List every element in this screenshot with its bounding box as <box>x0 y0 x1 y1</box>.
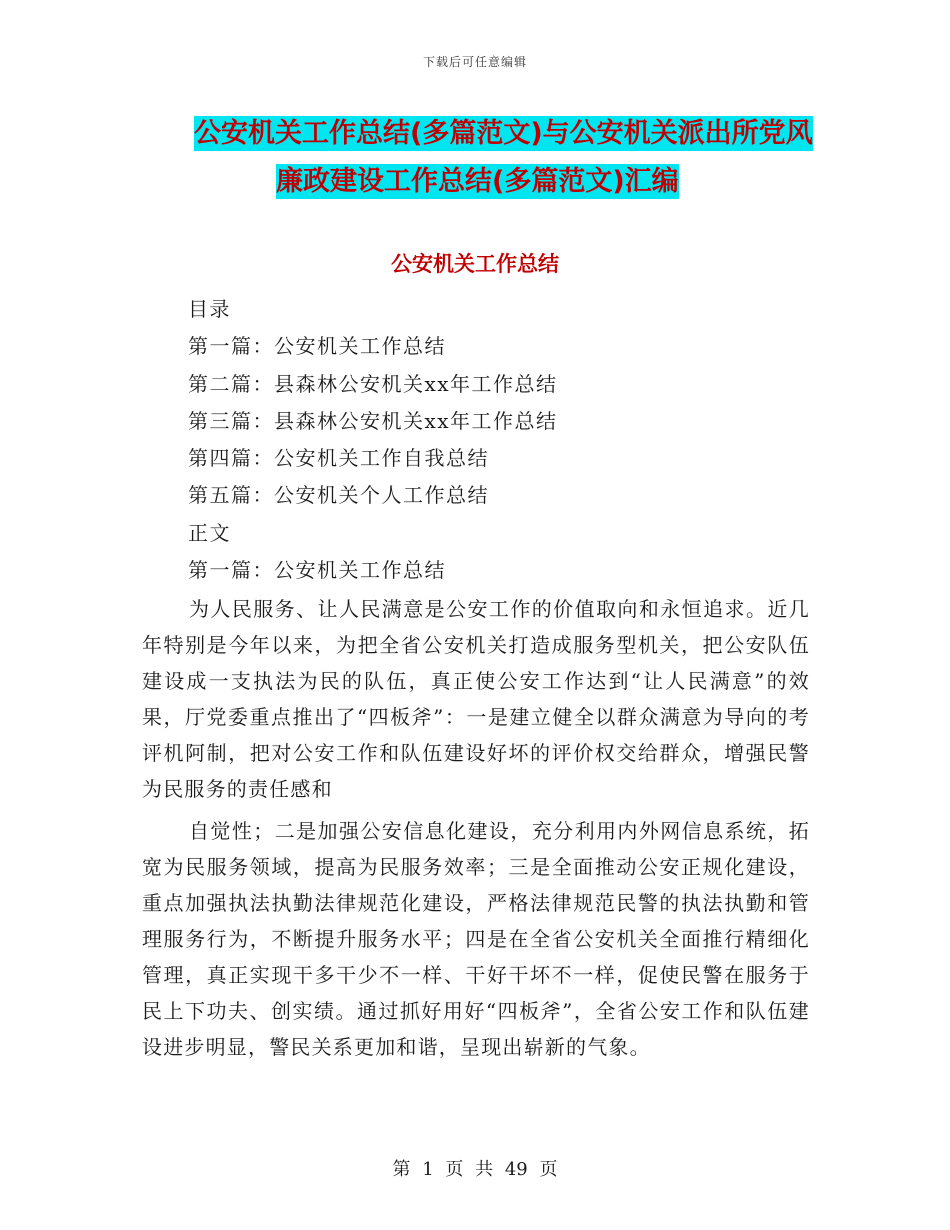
title-line-1-text: 公安机关工作总结(多篇范文)与公安机关派出所党风 <box>194 118 813 149</box>
page-footer: 第 1 页 共 49 页 <box>392 1159 558 1180</box>
body-paragraph-1: 为人民服务、让人民满意是公安工作的价值取向和永恒追求。近几年特别是今年以来，为把全省公安机关打造成服务型机关，把公安队伍建设成一支执法为民的队伍，真正使公安工作达到“让人民满意”的效果，厅党委重点推出了“四板斧”：一是建立健全以群众满意为导向的考评机阿制，把对公安工作和队伍建设好坏的评价权交给群众，增强民警为民服务的责任感和 <box>142 597 810 801</box>
body-paragraph-1-block <box>142 591 810 807</box>
header-note: 下载后可任意编辑 <box>422 55 527 69</box>
chapter-heading: 第一篇：公安机关工作总结 <box>188 558 446 583</box>
table-of-contents <box>188 291 558 589</box>
body-paragraph-2: 自觉性；二是加强公安信息化建设，充分利用内外网信息系统，拓宽为民服务领域，提高为民服务效率；三是全面推动公安正规化建设，重点加强执法执勤法律规范化建设，严格法律规范民警的执法执勤和管理服务行为，不断提升服务水平；四是在全省公安机关全面推行精细化管理，真正实现干多干少不一样、干好干坏不一样，促使民警在服务于民上下功夫、创实绩。通过抓好用好“四板斧”，全省公安工作和队伍建设进步明显，警民关系更加和谐，呈现出崭新的气象。 <box>142 819 810 1059</box>
body-heading: 正文 <box>188 520 231 545</box>
title-line-2 <box>150 158 840 206</box>
toc-item-2: 第二篇：县森林公安机关xx年工作总结 <box>188 371 558 396</box>
toc-item-4: 第四篇：公安机关工作自我总结 <box>188 446 489 471</box>
body-paragraph-2-block <box>142 813 810 1065</box>
toc-item-5: 第五篇：公安机关个人工作总结 <box>188 483 489 508</box>
document-title <box>150 110 840 206</box>
toc-item-3: 第三篇：县森林公安机关xx年工作总结 <box>188 408 558 433</box>
toc-item-1: 第一篇：公安机关工作总结 <box>188 334 446 359</box>
title-line-1 <box>150 110 840 158</box>
title-line-2-text: 廉政建设工作总结(多篇范文)汇编 <box>276 166 679 197</box>
toc-heading: 目录 <box>188 297 231 321</box>
section-title: 公安机关工作总结 <box>391 252 559 276</box>
